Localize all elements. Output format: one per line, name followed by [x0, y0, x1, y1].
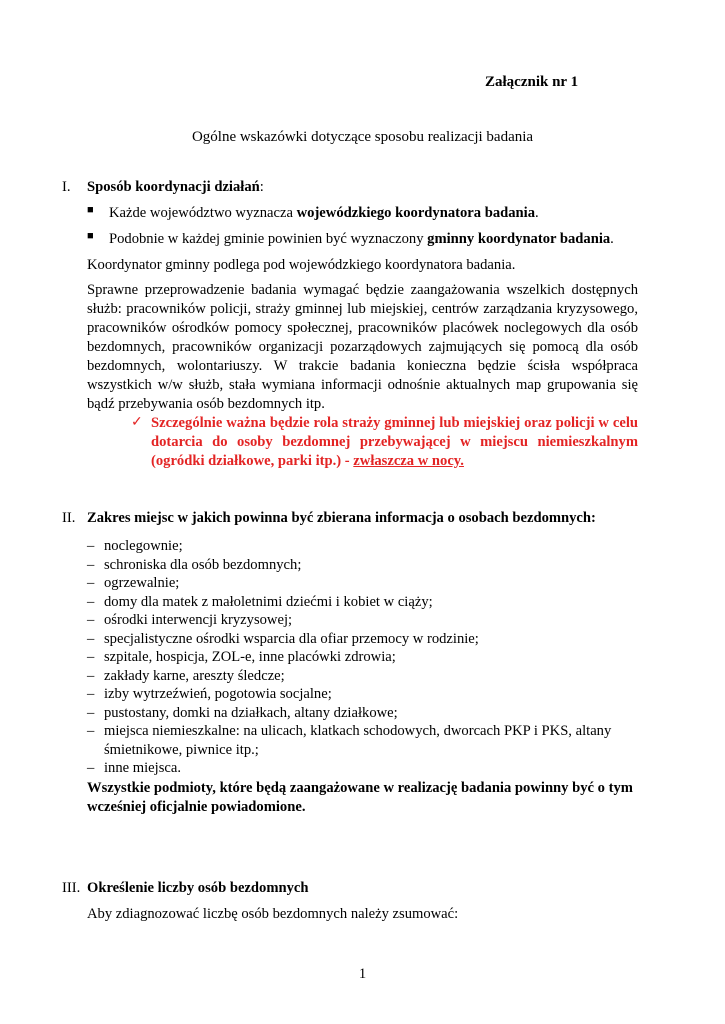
notification-note: Wszystkie podmioty, które będą zaangażowane w realizację badania powinny być o tym wcześniej oficjalnie powiadomione. — [87, 780, 633, 815]
section-2-heading: Zakres miejsc w jakich powinna być zbierana informacja o osobach bezdomnych: — [87, 510, 596, 526]
square-bullet-icon: ■ — [87, 230, 94, 242]
places-list — [87, 537, 647, 778]
list-item: – specjalistyczne ośrodki wsparcia dla ofiar przemocy w rodzinie; — [87, 630, 479, 647]
bullet-text: Każde województwo wyznacza wojewódzkiego koordynatora badania. — [109, 205, 539, 221]
annex-label: Załącznik nr 1 — [485, 74, 579, 90]
section-2-number: II. — [62, 510, 76, 526]
paragraph-services: Sprawne przeprowadzenie badania wymagać będzie zaangażowania wszelkich dostępnych służb: pracowników policji, straży gminnej lub miejskiej, centrów zarządzania kryzysowego, pracowników ośrodków pomocy społecznej, pracowników placówek noclegowych dla osób bezdomnych, pracowników organizacji pozarządowych zajmujących się pomocą dla osób bezdomnych, wolontariuszy. W trakcie badania konieczna będzie ścisła współpraca wszystkich w/w służb, stała wymiana informacji odnośnie aktualnych map grupowania się bądź przebywania osób bezdomnych itp. — [87, 282, 638, 412]
document-title: Ogólne wskazówki dotyczące sposobu realizacji badania — [191, 129, 534, 145]
page-number: 1 — [358, 966, 367, 982]
highlight-note: Szczególnie ważna będzie rola straży gminnej lub miejskiej oraz policji w celu dotarcia do osoby bezdomnej przebywającej w miejscu niemieszkalnym (ogródki działkowe, parki itp.) - zwłaszcza w nocy. — [151, 415, 638, 469]
paragraph-coordinator: Koordynator gminny podlega pod wojewódzkiego koordynatora badania. — [87, 257, 516, 273]
underlined-emphasis: zwłaszcza w nocy. — [353, 453, 464, 469]
section-1-number: I. — [62, 179, 71, 195]
bullet-text: Podobnie w każdej gminie powinien być wyznaczony gminny koordynator badania. — [109, 231, 614, 247]
square-bullet-icon: ■ — [87, 204, 94, 216]
section-1-heading — [87, 179, 264, 196]
list-item: – zakłady karne, areszty śledcze; — [87, 667, 285, 684]
list-item: – szpitale, hospicja, ZOL-e, inne placówki zdrowia; — [87, 649, 396, 665]
checkmark-icon: ✓ — [131, 415, 143, 430]
list-item: – domy dla matek z małoletnimi dziećmi i kobiet w ciąży; — [87, 593, 433, 610]
list-item: – schroniska dla osób bezdomnych; — [87, 556, 302, 573]
list-item: – izby wytrzeźwień, pogotowia socjalne; — [87, 686, 332, 702]
list-item: – inne miejsca. — [87, 760, 181, 776]
list-item: – miejsca niemieszkalne: na ulicach, klatkach schodowych, dworcach PKP i PKS, altany śmietnikowe, piwnice itp.; — [87, 723, 612, 758]
section-3-number: III. — [62, 880, 81, 896]
paragraph-sum: Aby zdiagnozować liczbę osób bezdomnych należy zsumować: — [87, 906, 459, 922]
list-item: – ośrodki interwencji kryzysowej; — [87, 612, 293, 628]
section-3-heading: Określenie liczby osób bezdomnych — [87, 880, 309, 896]
section-1-heading-colon: : — [259, 179, 264, 195]
list-item: – pustostany, domki na działkach, altany działkowe; — [87, 704, 398, 721]
list-item: – noclegownie; — [87, 538, 183, 554]
section-1-heading-text: Sposób koordynacji działań — [87, 179, 260, 195]
list-item: – ogrzewalnie; — [87, 575, 180, 591]
